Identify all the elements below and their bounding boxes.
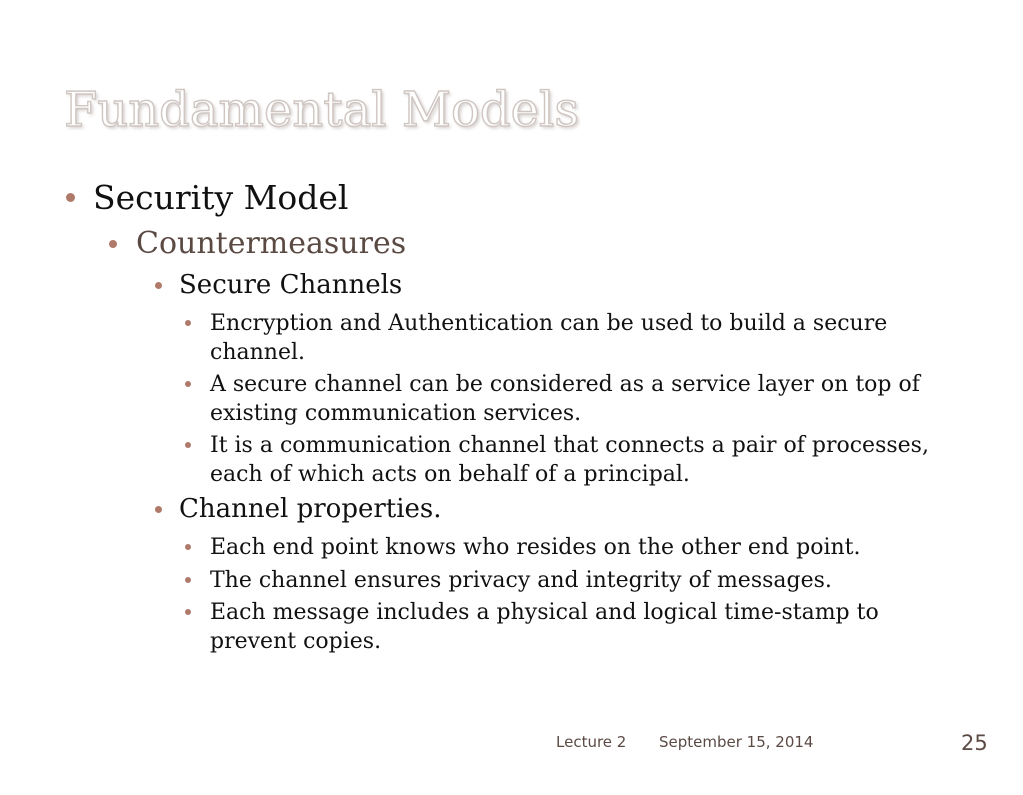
heading-secure-channels bbox=[155, 269, 402, 302]
footer-date: September 15, 2014 bbox=[659, 733, 814, 751]
list-item bbox=[185, 431, 945, 489]
bullet-countermeasures bbox=[109, 225, 406, 263]
bullet-text: Countermeasures bbox=[136, 226, 407, 261]
list-item-text: Each end point knows who resides on the other end point. bbox=[210, 535, 861, 560]
bullet-text: Security Model bbox=[93, 178, 349, 217]
section-heading: Secure Channels bbox=[179, 270, 403, 300]
bullet-dot bbox=[109, 240, 117, 248]
section-heading: Channel properties. bbox=[179, 494, 442, 524]
bullet-dot bbox=[155, 282, 162, 289]
bullet-dot bbox=[185, 609, 191, 615]
bullet-dot bbox=[185, 544, 191, 550]
list-item bbox=[185, 566, 945, 595]
list-item bbox=[185, 370, 945, 428]
slide-title: Fundamental Models bbox=[64, 82, 579, 138]
page-number: 25 bbox=[961, 731, 988, 755]
bullet-dot bbox=[185, 577, 191, 583]
list-item-text: The channel ensures privacy and integrity of messages. bbox=[210, 568, 832, 593]
list-item-text: Each message includes a physical and logical time-stamp to prevent copies. bbox=[210, 600, 879, 654]
list-item bbox=[185, 533, 945, 562]
list-item-text: Encryption and Authentication can be used to build a secure channel. bbox=[210, 311, 888, 365]
list-item-text: A secure channel can be considered as a service layer on top of existing communication services. bbox=[210, 372, 920, 426]
list-item bbox=[185, 598, 945, 656]
bullet-dot bbox=[185, 442, 191, 448]
bullet-dot bbox=[155, 506, 162, 513]
bullet-security-model bbox=[66, 178, 348, 218]
bullet-dot bbox=[185, 320, 191, 326]
heading-channel-properties bbox=[155, 493, 442, 526]
bullet-dot bbox=[185, 381, 191, 387]
footer-lecture: Lecture 2 bbox=[556, 733, 627, 751]
list-item-text: It is a communication channel that connects a pair of processes, each of which acts on behalf of a principal. bbox=[210, 433, 929, 487]
bullet-dot bbox=[66, 193, 75, 202]
list-item bbox=[185, 309, 945, 367]
